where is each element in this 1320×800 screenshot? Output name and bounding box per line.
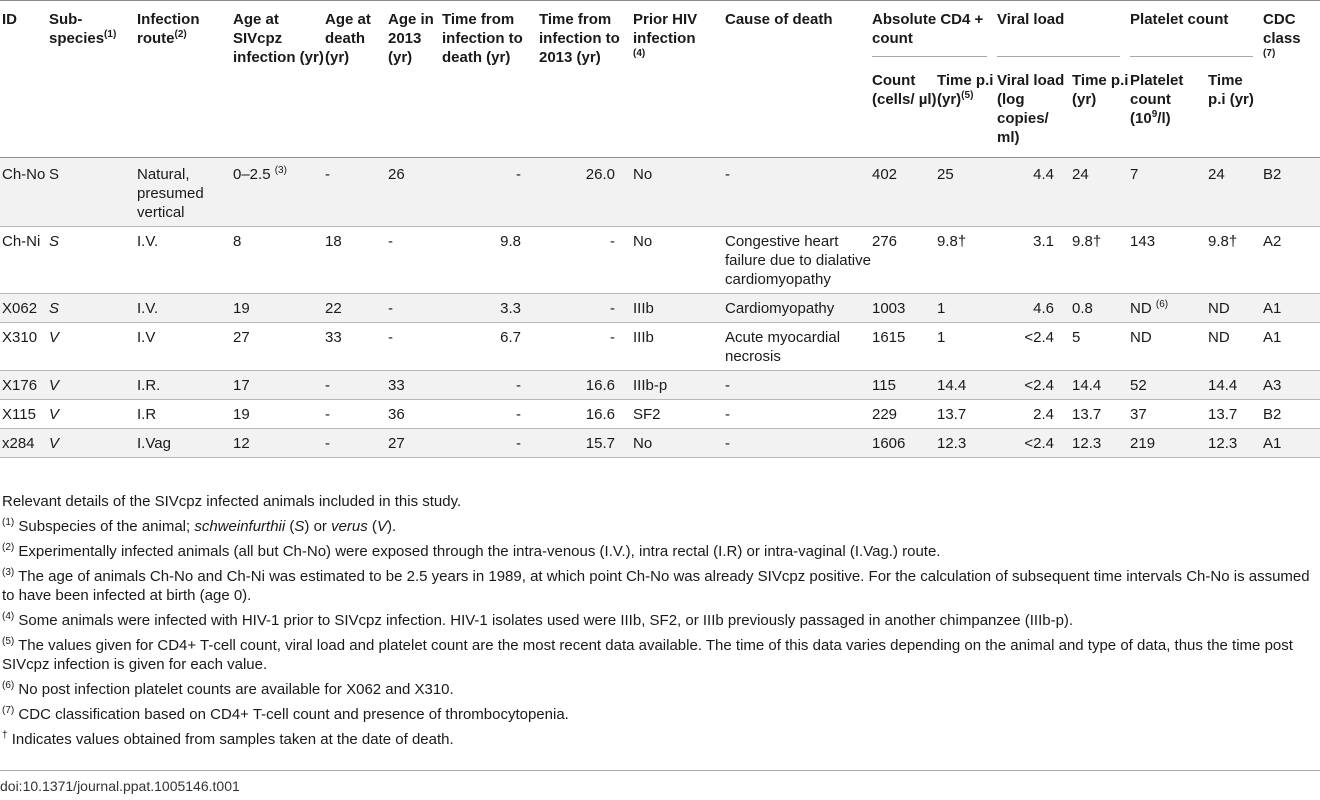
- table-row: [0, 400, 1320, 429]
- cell-viral-load: <2.4: [997, 371, 1072, 400]
- cell-cd4-time: 14.4: [937, 371, 997, 400]
- header-plt-count: Platelet count $(10^9/l)$: [1130, 65, 1208, 158]
- cell-cd4-count: 1615: [872, 323, 937, 371]
- cell-age-infection: 19: [233, 400, 325, 429]
- cell-cd4-time: 9.8†: [937, 227, 997, 294]
- cell-platelet-time: ND: [1208, 294, 1263, 323]
- cell-prior-hiv: No: [633, 429, 725, 458]
- header-group-viral: Viral load: [997, 1, 1130, 66]
- cell-platelet-time: 12.3: [1208, 429, 1263, 458]
- cell-platelet-count: ND $^{(6)}$: [1130, 294, 1208, 323]
- cell-viral-time: 12.3: [1072, 429, 1130, 458]
- cell-subspecies: V: [49, 323, 137, 371]
- cell-platelet-time: 13.7: [1208, 400, 1263, 429]
- doi-link[interactable]: doi:10.1371/journal.ppat.1005146.t001: [0, 778, 240, 794]
- header-vl-time: Time p.i (yr): [1072, 65, 1130, 158]
- cell-time-2013: 16.6: [539, 400, 633, 429]
- cell-route: I.R.: [137, 371, 233, 400]
- header-group-cd4: Absolute CD4 + count: [872, 1, 997, 66]
- cell-time-death: -: [442, 371, 539, 400]
- cell-route: I.R: [137, 400, 233, 429]
- header-plt-time: Time p.i (yr): [1208, 65, 1263, 158]
- header-prior-hiv: Prior HIV infection $^{(4)}$: [633, 1, 725, 158]
- header-age-2013: Age in 2013 (yr): [388, 1, 442, 158]
- cell-route: I.V: [137, 323, 233, 371]
- cell-cause: -: [725, 371, 872, 400]
- table-header: [0, 1, 1320, 158]
- cell-age-infection: 12: [233, 429, 325, 458]
- cell-subspecies: V: [49, 371, 137, 400]
- cell-viral-load: 2.4: [997, 400, 1072, 429]
- cell-id: X062: [0, 294, 49, 323]
- footnote-2: $^{(2)}$ Experimentally infected animals (all but Ch-No) were exposed through the intra-venous (I.V.), intra rectal (I.R) or intra-vaginal (I.Vag.) route.: [2, 542, 941, 560]
- cell-viral-time: 9.8†: [1072, 227, 1130, 294]
- cell-viral-time: 13.7: [1072, 400, 1130, 429]
- cell-route: I.V.: [137, 227, 233, 294]
- cell-platelet-count: 7: [1130, 158, 1208, 227]
- table-row: [0, 227, 1320, 294]
- cell-age-2013: 33: [388, 371, 442, 400]
- cell-id: x284: [0, 429, 49, 458]
- cell-cause: -: [725, 429, 872, 458]
- cell-subspecies: V: [49, 400, 137, 429]
- cell-subspecies: V: [49, 429, 137, 458]
- cell-cdc-class: B2: [1263, 158, 1320, 227]
- cell-id: X176: [0, 371, 49, 400]
- header-time-death: Time from infection to death (yr): [442, 1, 539, 158]
- cell-prior-hiv: No: [633, 158, 725, 227]
- header-age-infection: Age at SIVcpz infection (yr): [233, 1, 325, 158]
- cell-platelet-count: 219: [1130, 429, 1208, 458]
- cell-cd4-time: 13.7: [937, 400, 997, 429]
- header-subspecies: Sub-species$^{(1)}$: [49, 1, 137, 158]
- cell-age-infection: 8: [233, 227, 325, 294]
- header-cd4-time: Time p.i (yr)$^{(5)}$: [937, 65, 997, 158]
- cell-platelet-count: ND: [1130, 323, 1208, 371]
- cell-cdc-class: B2: [1263, 400, 1320, 429]
- cell-platelet-time: ND: [1208, 323, 1263, 371]
- cell-age-2013: 36: [388, 400, 442, 429]
- header-vl-value: Viral load (log copies/ ml): [997, 65, 1072, 158]
- cell-age-death: -: [325, 429, 388, 458]
- doi-divider: [0, 770, 1320, 771]
- cell-cd4-time: 25: [937, 158, 997, 227]
- header-cd4-count: Count (cells/ µl): [872, 65, 937, 158]
- cell-viral-load: 4.6: [997, 294, 1072, 323]
- cell-viral-time: 14.4: [1072, 371, 1130, 400]
- cell-time-2013: -: [539, 323, 633, 371]
- table-footnotes: [2, 492, 1318, 755]
- cell-age-2013: -: [388, 227, 442, 294]
- cell-cd4-time: 1: [937, 323, 997, 371]
- footnote-dagger: † Indicates values obtained from samples taken at the date of death.: [2, 730, 454, 748]
- cell-time-death: -: [442, 158, 539, 227]
- header-cause: Cause of death: [725, 1, 872, 158]
- cell-age-death: 22: [325, 294, 388, 323]
- cell-time-2013: 16.6: [539, 371, 633, 400]
- cell-prior-hiv: IIIb: [633, 294, 725, 323]
- table-body: [0, 158, 1320, 458]
- cell-age-death: 33: [325, 323, 388, 371]
- cell-time-death: 3.3: [442, 294, 539, 323]
- table-row: [0, 294, 1320, 323]
- cell-age-infection: 27: [233, 323, 325, 371]
- footnote-4: $^{(4)}$ Some animals were infected with HIV-1 prior to SIVcpz infection. HIV-1 isolates used were IIIb, SF2, or IIIb previously passaged in another chimpanzee (IIIb-p).: [2, 611, 1074, 629]
- header-id: ID: [0, 1, 49, 158]
- cell-cause: Acute myocardial necrosis: [725, 323, 872, 371]
- footnote-3: $^{(3)}$ The age of animals Ch-No and Ch-Ni was estimated to be 2.5 years in 1989, at which point Ch-No was already SIVcpz positive. For the calculation of subsequent time intervals Ch-No is assumed to have been infected at birth (age 0).: [2, 567, 1310, 604]
- cell-cdc-class: A3: [1263, 371, 1320, 400]
- cell-prior-hiv: IIIb: [633, 323, 725, 371]
- cell-id: Ch-Ni: [0, 227, 49, 294]
- cell-prior-hiv: IIIb-p: [633, 371, 725, 400]
- cell-age-2013: -: [388, 323, 442, 371]
- cell-age-death: 18: [325, 227, 388, 294]
- cell-platelet-count: 37: [1130, 400, 1208, 429]
- cell-cd4-time: 12.3: [937, 429, 997, 458]
- header-time-2013: Time from infection to 2013 (yr): [539, 1, 633, 158]
- cell-age-infection: 19: [233, 294, 325, 323]
- cell-age-death: -: [325, 371, 388, 400]
- cell-cd4-count: 115: [872, 371, 937, 400]
- cell-age-death: -: [325, 400, 388, 429]
- cell-platelet-time: 9.8†: [1208, 227, 1263, 294]
- table-row: [0, 158, 1320, 227]
- cell-cdc-class: A1: [1263, 294, 1320, 323]
- cell-cdc-class: A2: [1263, 227, 1320, 294]
- cell-cause: -: [725, 400, 872, 429]
- cell-cd4-count: 276: [872, 227, 937, 294]
- cell-viral-time: 0.8: [1072, 294, 1130, 323]
- cell-cd4-count: 402: [872, 158, 937, 227]
- cell-viral-load: <2.4: [997, 323, 1072, 371]
- cell-cd4-count: 1606: [872, 429, 937, 458]
- cell-platelet-count: 52: [1130, 371, 1208, 400]
- cell-age-2013: 26: [388, 158, 442, 227]
- cell-id: Ch-No: [0, 158, 49, 227]
- cell-time-death: 6.7: [442, 323, 539, 371]
- cell-prior-hiv: No: [633, 227, 725, 294]
- cell-subspecies: S: [49, 158, 137, 227]
- cell-viral-time: 24: [1072, 158, 1130, 227]
- cell-viral-load: 4.4: [997, 158, 1072, 227]
- cell-time-death: 9.8: [442, 227, 539, 294]
- cell-cd4-time: 1: [937, 294, 997, 323]
- table-row: [0, 323, 1320, 371]
- cell-viral-load: 3.1: [997, 227, 1072, 294]
- table-caption: Relevant details of the SIVcpz infected animals included in this study.: [2, 493, 462, 510]
- cell-time-2013: 26.0: [539, 158, 633, 227]
- cell-time-2013: -: [539, 294, 633, 323]
- cell-route: I.Vag: [137, 429, 233, 458]
- cell-time-death: -: [442, 429, 539, 458]
- cell-age-2013: 27: [388, 429, 442, 458]
- cell-time-2013: 15.7: [539, 429, 633, 458]
- cell-platelet-time: 14.4: [1208, 371, 1263, 400]
- cell-cause: -: [725, 158, 872, 227]
- header-group-platelet: Platelet count: [1130, 1, 1263, 66]
- cell-time-death: -: [442, 400, 539, 429]
- cell-age-infection: 0–2.5 $^{(3)}$: [233, 158, 325, 227]
- cell-cause: Congestive heart failure due to dialative cardiomyopathy: [725, 227, 872, 294]
- cell-cdc-class: A1: [1263, 429, 1320, 458]
- cell-cause: Cardiomyopathy: [725, 294, 872, 323]
- cell-age-death: -: [325, 158, 388, 227]
- cell-cd4-count: 229: [872, 400, 937, 429]
- cell-route: Natural, presumed vertical: [137, 158, 233, 227]
- cell-platelet-count: 143: [1130, 227, 1208, 294]
- cell-id: X115: [0, 400, 49, 429]
- header-age-death: Age at death (yr): [325, 1, 388, 158]
- table-row: [0, 429, 1320, 458]
- header-route: Infection route$^{(2)}$: [137, 1, 233, 158]
- footnote-6: $^{(6)}$ No post infection platelet counts are available for X062 and X310.: [2, 680, 454, 698]
- cell-route: I.V.: [137, 294, 233, 323]
- cell-viral-time: 5: [1072, 323, 1130, 371]
- header-cdc: CDC class $^{(7)}$: [1263, 1, 1320, 158]
- cell-id: X310: [0, 323, 49, 371]
- cell-prior-hiv: SF2: [633, 400, 725, 429]
- footnote-5: $^{(5)}$ The values given for CD4+ T-cell count, viral load and platelet count are the most recent data available. The time of this data varies depending on the animal and type of data, thus the time post SIVcpz infection is given for each value.: [2, 636, 1293, 673]
- cell-viral-load: <2.4: [997, 429, 1072, 458]
- cell-platelet-time: 24: [1208, 158, 1263, 227]
- footnote-1: $^{(1)}$ Subspecies of the animal; schweinfurthii (S) or verus (V).: [2, 517, 397, 535]
- cell-age-2013: -: [388, 294, 442, 323]
- cell-cdc-class: A1: [1263, 323, 1320, 371]
- cell-age-infection: 17: [233, 371, 325, 400]
- cell-subspecies: S: [49, 294, 137, 323]
- cell-cd4-count: 1003: [872, 294, 937, 323]
- cell-time-2013: -: [539, 227, 633, 294]
- table-row: [0, 371, 1320, 400]
- footnote-7: $^{(7)}$ CDC classification based on CD4+ T-cell count and presence of thrombocytopenia.: [2, 705, 569, 723]
- cell-subspecies: S: [49, 227, 137, 294]
